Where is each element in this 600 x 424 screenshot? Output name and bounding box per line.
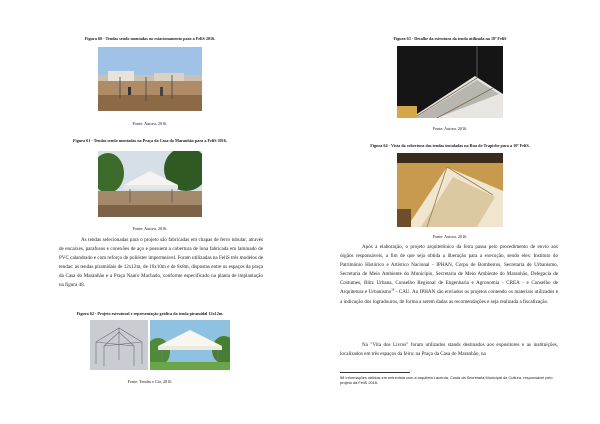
footnote-text: 58 Informações obtidas em entrevista com a arquiteta Lacerda, Costa da Secretaria Municipal de Cultura, responsável pelo projeto da FeliS 2016. xyxy=(340,375,553,385)
body-paragraph-2-text: Na "Vila dos Livros" foram utilizados stands destinados aos expositores e as instituições, localizados em três espaços da feira: na Praça da Casa do Maranhão, na xyxy=(340,342,558,358)
body-paragraph-text: As tendas selecionadas para o projeto são fabricadas em chapas de ferro tubular, através de encaixes, parafusos e conexões de aço e possuem a cobertura de lona fabricada em laminado de PVC calandrado e com reforço de poliéster impermeável. Foram utilizadas na FeliS três modelos de tendas: as tendas piramidais de 12x12m, de 10x10m e de 8x8m, dispostas entre os espaços da praça da Casa do Maranhão e a Praça Nauro Machado, conforme especificado na planta de implantação na figura 48. xyxy=(59,237,263,289)
figure-63-photo xyxy=(397,46,503,118)
figure-63-source: Fonte: Autora, 2016. xyxy=(432,126,468,131)
body-paragraph-1 xyxy=(340,243,558,307)
figure-64-caption: Figura 64 - Vista da cobertura das tendas instaladas na Rua do Trapiche para a 10ª FeliS. xyxy=(370,143,530,148)
figure-62-source: Fonte: Tendas e Cia, 2016. xyxy=(127,379,173,384)
figure-64-source: Fonte: Autora, 2016. xyxy=(432,234,468,239)
figure-64-photo xyxy=(397,153,503,227)
figure-61-caption: Figura 61 - Tendas sendo montadas na Praça da Casa do Maranhão para a FeliS 2016. xyxy=(72,138,228,143)
figure-63-caption: Figura 63 - Detalhe da estrutura da tenda utilizada na 10ª FeliS xyxy=(393,36,507,41)
figure-62-render xyxy=(150,320,230,370)
figure-62-caption: Figura 62 - Projeto estrutural e representação gráfica da tenda piramidal 12x12m. xyxy=(76,311,224,316)
figure-61-photo xyxy=(98,151,202,217)
figure-61-source: Fonte: Autora, 2016. xyxy=(132,226,168,231)
body-paragraph-1-text: Após a elaboração, o projeto arquitetônico da feira passa pelo procedimento de envio aos órgãos responsáveis, a fim de que seja obtida a liberação para a execução, sendo eles: Instituto do Patrimônio Histórico e Artístico Nacional - IPHAN, Corpo de Bombeiros, Secretaria de Urbanismo, Secretaria de Meio Ambiente do Município, Secretaria de Meio Ambiente do Maranhão, Delegacia de Costumes, Blitz Urbana, Conselho Regional de Engenharia e Agronomia - CREA - e Conselho de Arquitetura e Urbanismo xyxy=(340,244,558,296)
footnote-divider xyxy=(340,372,410,373)
footnote-reference[interactable]: 58 xyxy=(391,287,395,292)
body-paragraph-2 xyxy=(340,341,558,359)
body-paragraph-1-end: - CAU. Ao IPHAN são enviados os projetos contendo os materiais utilizados e a indicação dos logradouros, de forma a serem dadas as recomendações e seja realizada a fiscalização. xyxy=(340,289,558,305)
figure-62-structural-drawing xyxy=(90,320,148,370)
figure-60-caption: Figura 60 - Tendas sendo montadas no estacionamento para a FeliS 2016. xyxy=(84,36,216,41)
body-paragraph xyxy=(59,236,263,291)
figure-60-photo xyxy=(98,47,202,111)
right-page xyxy=(300,0,600,424)
figure-60-source: Fonte: Autora, 2016. xyxy=(132,121,168,126)
